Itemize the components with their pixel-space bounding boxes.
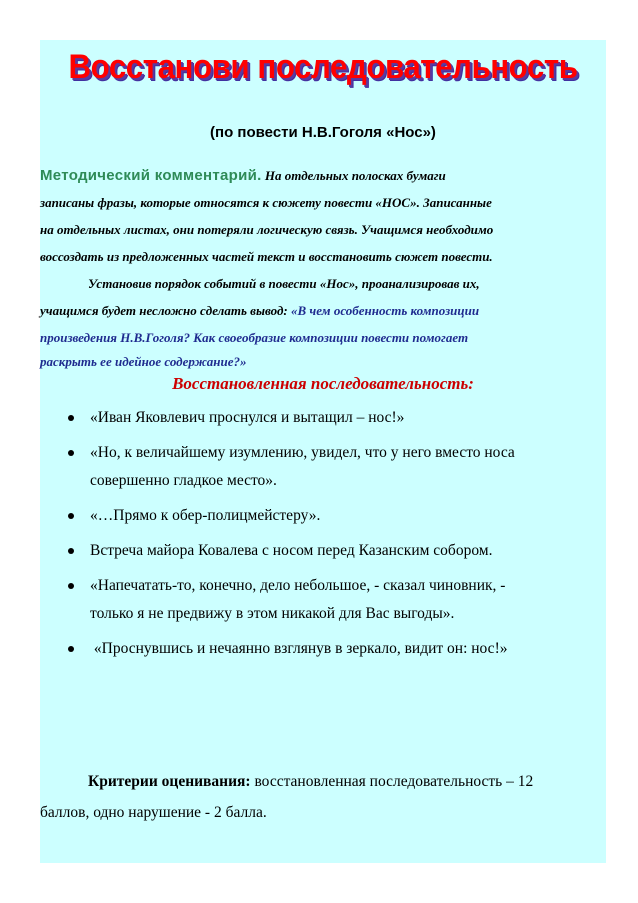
method-comment-label: Методический комментарий. xyxy=(40,167,262,184)
method-comment-text: учащимся будет несложно сделать вывод: xyxy=(40,303,291,318)
list-item-text: «Но, к величайшему изумлению, увидел, что у него вместо носа xyxy=(90,444,515,461)
method-comment-line-8: раскрыть ее идейное содержание?» xyxy=(40,354,247,369)
list-item-text: «Проснувшись и нечаянно взглянув в зеркало, видит он: нос!» xyxy=(90,640,508,657)
method-comment-line-6 xyxy=(40,297,606,324)
bullet-icon xyxy=(68,548,74,554)
method-comment-text: На отдельных полосках бумаги xyxy=(264,168,446,183)
list-item-text: совершенно гладкое место». xyxy=(90,472,277,489)
list-item xyxy=(40,572,580,628)
restored-sequence-heading: Восстановленная последовательность: xyxy=(172,374,474,393)
page xyxy=(40,40,606,863)
method-comment-line-5: Установив порядок событий в повести «Нос», проанализировав их, xyxy=(88,276,480,291)
method-comment-question: «В чем особенность композиции xyxy=(290,303,480,318)
method-comment-line-4: воссоздать из предложенных частей текст и восстановить сюжет повести. xyxy=(40,249,493,264)
method-comment-line-2: записаны фразы, которые относятся к сюжету повести «НОС». Записанные xyxy=(40,195,492,210)
list-item xyxy=(40,537,580,565)
list-item xyxy=(40,404,580,432)
list-item-text: только я не предвижу в этом никакой для Вас выгоды». xyxy=(90,605,455,622)
method-comment-line-7: произведения Н.В.Гоголя? Как своеобразие композиции повести помогает xyxy=(40,330,469,345)
bullet-icon xyxy=(68,646,74,652)
method-comment-line-1 xyxy=(40,162,606,189)
bullet-icon xyxy=(68,450,74,456)
grading-criteria-line-2: баллов, одно нарушение - 2 балла. xyxy=(40,804,267,821)
list-item-text: «Напечатать-то, конечно, дело небольшое, - сказал чиновник, - xyxy=(90,577,506,594)
list-item xyxy=(40,502,580,530)
grading-criteria-label: Критерии оценивания: xyxy=(88,773,251,790)
list-item xyxy=(40,635,580,663)
page-subtitle: (по повести Н.В.Гоголя «Нос») xyxy=(210,124,436,141)
page-title: Восстанови последовательность xyxy=(68,48,578,86)
list-item-text: «…Прямо к обер-полицмейстеру». xyxy=(90,507,321,524)
method-comment-line-3: на отдельных листах, они потеряли логическую связь. Учащимся необходимо xyxy=(40,222,494,237)
grading-criteria xyxy=(40,766,606,828)
list-item xyxy=(40,439,580,495)
bullet-icon xyxy=(68,415,74,421)
sequence-list xyxy=(40,404,580,670)
list-item-text: Встреча майора Ковалева с носом перед Казанским собором. xyxy=(90,542,493,559)
grading-criteria-text: восстановленная последовательность – 12 xyxy=(250,773,534,790)
grading-criteria-line-1 xyxy=(40,766,606,797)
bullet-icon xyxy=(68,513,74,519)
bullet-icon xyxy=(68,583,74,589)
list-item-text: «Иван Яковлевич проснулся и вытащил – нос!» xyxy=(90,409,405,426)
